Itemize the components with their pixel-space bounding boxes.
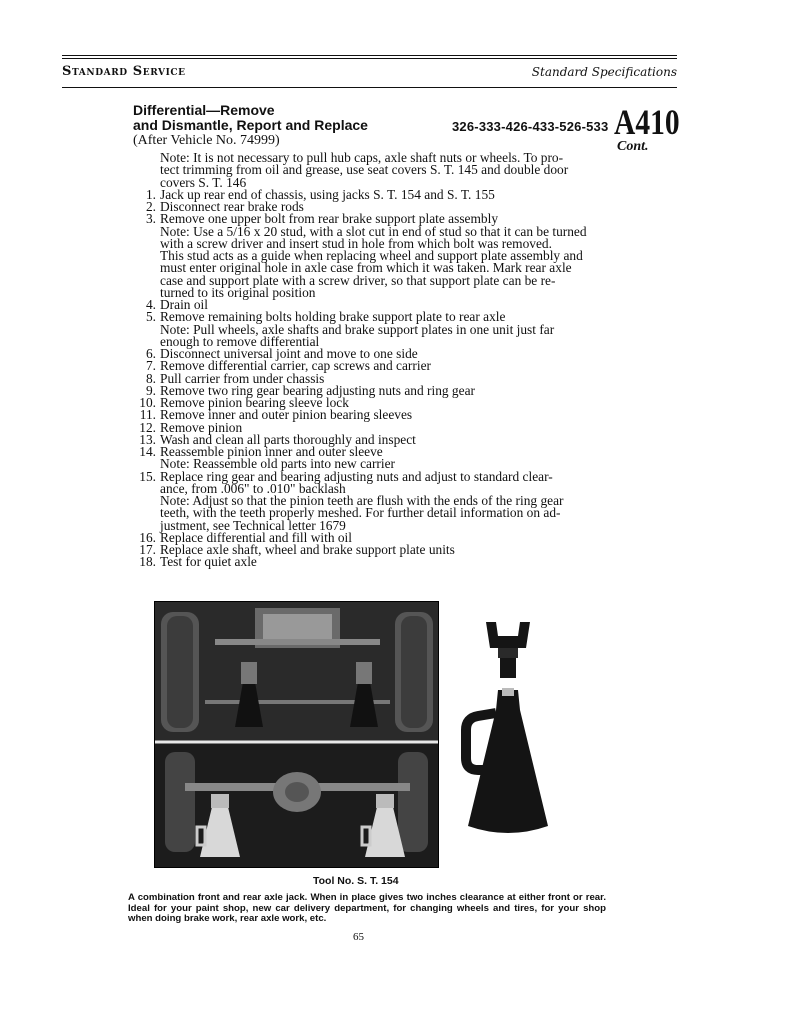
step-note: Note: Adjust so that the pinion teeth are flush with the ends of the ring gear teeth, with the teeth properly meshed. For further detail information on ad- justment, see Technical letter 1679 — [160, 493, 564, 533]
step-text: Disconnect rear brake rods — [160, 199, 304, 214]
step-text: Jack up rear end of chassis, using jacks S. T. 154 and S. T. 155 — [160, 186, 495, 202]
continued-label: Cont. — [617, 139, 649, 154]
section-title — [133, 103, 368, 148]
step-number: 1. — [145, 186, 156, 202]
step-text: Wash and clean all parts thoroughly and inspect — [160, 431, 416, 447]
step-number: 16. — [139, 529, 156, 545]
step-text: Reassemble pinion inner and outer sleeve — [160, 444, 383, 459]
step-number: 7. — [145, 358, 156, 374]
step-number: 15. — [139, 468, 156, 484]
step-row — [128, 321, 608, 349]
section-title-line2: and Dismantle, Report and Replace — [133, 117, 368, 133]
figure-caption-title: Tool No. S. T. 154 — [313, 875, 399, 887]
running-header-right: Standard Specifications — [531, 65, 677, 79]
step-row — [128, 152, 608, 189]
step-text: Replace axle shaft, wheel and brake support plate units — [160, 542, 455, 557]
procedure-steps — [128, 152, 608, 569]
page-number: 65 — [353, 931, 364, 943]
step-note: Note: Use a 5/16 x 20 stud, with a slot cut in end of stud so that it can be turned with a screw driver and insert stud in hole from which bolt was removed. This stud acts as a guide when replacing wheel and support plate assembly and must enter original hole in axle case from which it was taken. Mark rear axle case and support plate with a screw driver, so that support plate can be re- turned to its original position — [160, 223, 587, 300]
step-text: Remove differential carrier, cap screws and carrier — [160, 358, 431, 374]
step-row — [128, 495, 608, 532]
step-number: 4. — [145, 297, 156, 312]
step-row — [128, 468, 608, 496]
step-note: Note: Pull wheels, axle shafts and brake support plates in one unit just far enough to remove differential — [160, 321, 555, 349]
step-row — [128, 556, 608, 568]
step-text: Drain oil — [160, 297, 208, 312]
step-text: Test for quiet axle — [160, 554, 257, 570]
step-text: Remove two ring gear bearing adjusting nuts and ring gear — [160, 382, 475, 398]
chassis-jack-photo — [154, 601, 439, 868]
chassis-jack-photo-art — [155, 602, 438, 867]
step-number: 11. — [139, 407, 156, 423]
step-number: 5. — [145, 309, 156, 325]
step-text: Remove one upper bolt from rear brake support plate assembly — [160, 211, 499, 227]
step-number: 6. — [145, 346, 156, 361]
step-note: Note: Reassemble old parts into new carrier — [160, 456, 396, 472]
jack-tool-illustration — [458, 618, 558, 843]
step-text: Pull carrier from under chassis — [160, 370, 325, 386]
step-number: 9. — [145, 382, 156, 398]
header-rule-top — [62, 55, 677, 59]
step-text: Replace ring gear and bearing adjusting nuts and adjust to standard clear- ance, from .006" to .010" backlash — [160, 468, 553, 496]
step-number: 18. — [139, 554, 156, 570]
step-text: Remove pinion bearing sleeve lock — [160, 395, 349, 410]
header-rule-bottom — [62, 87, 677, 88]
step-number: 12. — [139, 419, 156, 435]
jack-tool-art — [458, 618, 558, 843]
step-number: 2. — [145, 199, 156, 214]
figure-caption: A combination front and rear axle jack. When in place gives two inches clearance at either front or rear. Ideal for your paint shop, new car delivery department, for changing wheels and tires, for your shop when doing brake work, rear axle work, etc. — [128, 892, 606, 925]
model-numbers: 326-333-426-433-526-533 — [452, 119, 609, 134]
step-number: 8. — [145, 370, 156, 386]
section-title-line1: Differential—Remove — [133, 102, 275, 118]
operation-code: A410 — [614, 102, 680, 142]
step-text: Replace differential and fill with oil — [160, 529, 352, 545]
step-row — [128, 223, 608, 300]
step-text: Disconnect universal joint and move to one side — [160, 346, 418, 361]
step-number: 13. — [139, 431, 156, 447]
step-text: Remove inner and outer pinion bearing sleeves — [160, 407, 413, 423]
step-text: Note: It is not necessary to pull hub caps, axle shaft nuts or wheels. To pro- tect trimming from oil and grease, use seat covers S. T. 145 and double door covers S. T. 146 — [160, 150, 569, 190]
step-number: 3. — [145, 211, 156, 227]
section-title-line3: (After Vehicle No. 74999) — [133, 133, 280, 148]
step-number: 14. — [139, 444, 156, 459]
step-text: Remove pinion — [160, 419, 243, 435]
step-text: Remove remaining bolts holding brake support plate to rear axle — [160, 309, 506, 325]
step-number: 17. — [139, 542, 156, 557]
step-number: 10. — [139, 395, 156, 410]
running-header-left: Standard Service — [62, 64, 186, 79]
